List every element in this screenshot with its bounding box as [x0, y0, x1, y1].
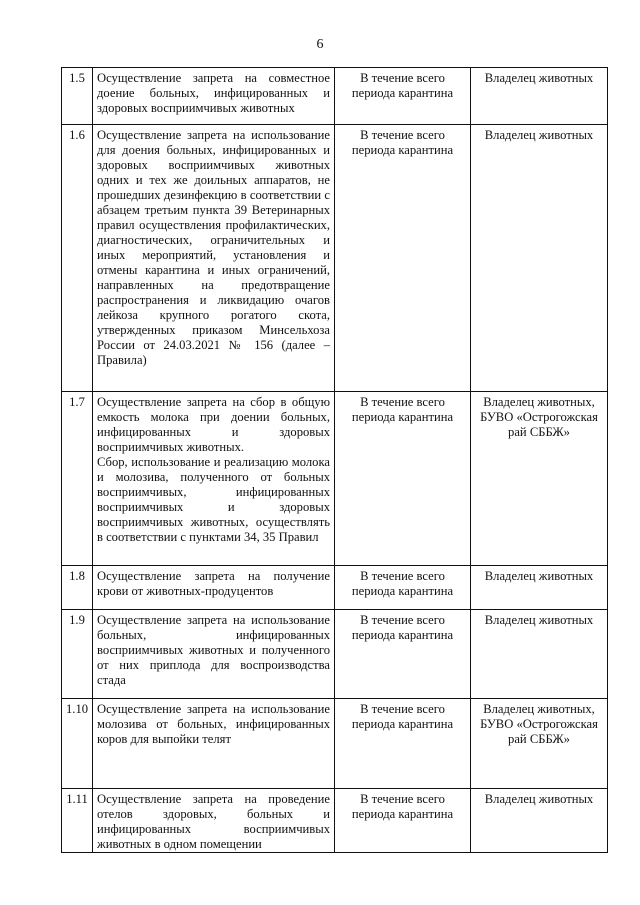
item-number: 1.6	[62, 125, 93, 392]
measure-description	[93, 68, 335, 125]
table-row	[62, 789, 608, 853]
measure-description	[93, 566, 335, 610]
measure-responsible: Владелец животных	[471, 125, 608, 392]
measure-term: В течение всего периода карантина	[335, 68, 471, 125]
measure-responsible: Владелец животных	[471, 789, 608, 853]
measure-description	[93, 789, 335, 853]
measure-description	[93, 125, 335, 392]
measure-term: В течение всего периода карантина	[335, 610, 471, 699]
measure-paragraph: Осуществление запрета на проведение отелов здоровых, больных и инфицированных восприимчивых животных в одном помещении	[97, 792, 330, 851]
table-row	[62, 699, 608, 789]
table-row	[62, 68, 608, 125]
table-row	[62, 610, 608, 699]
measure-term: В течение всего периода карантина	[335, 566, 471, 610]
measure-paragraph: Осуществление запрета на совместное доение больных, инфицированных и здоровых восприимчивых животных	[97, 71, 330, 115]
page-number: 6	[316, 37, 324, 52]
measure-description	[93, 392, 335, 566]
item-number: 1.10	[62, 699, 93, 789]
measure-paragraph: Осуществление запрета на использование для доения больных, инфицированных и здоровых восприимчивых животных одних и тех же доильных аппаратов, не прошедших дезинфекцию в соответствии с абзацем третьим пункта 39 Ветеринарных правил осуществления профилактических, диагностических, ограничительных и иных мероприятий, установления и отмены карантина и иных ограничений, направленных на предотвращение распространения и ликвидацию очагов лейкоза крупного рогатого скота, утвержденных приказом Минсельхоза России от 24.03.2021 № 156 (далее – Правила)	[97, 128, 330, 367]
measure-paragraph: Осуществление запрета на сбор в общую емкость молока при доении больных, инфицированных и здоровых восприимчивых животных.	[97, 395, 330, 454]
measure-description	[93, 610, 335, 699]
measure-responsible: Владелец животных	[471, 566, 608, 610]
item-number: 1.8	[62, 566, 93, 610]
table-row	[62, 125, 608, 392]
table-row	[62, 566, 608, 610]
measure-responsible: Владелец животных, БУВО «Острогожская рай СББЖ»	[471, 699, 608, 789]
measures-table	[61, 67, 608, 853]
measure-term: В течение всего периода карантина	[335, 125, 471, 392]
measure-paragraph: Сбор, использование и реализацию молока и молозива, полученного от больных восприимчивых, инфицированных восприимчивых и здоровых восприимчивых животных, осуществлять в соответствии с пунктами 34, 35 Правил	[97, 455, 330, 544]
measure-responsible: Владелец животных, БУВО «Острогожская рай СББЖ»	[471, 392, 608, 566]
measure-responsible: Владелец животных	[471, 68, 608, 125]
measure-paragraph: Осуществление запрета на получение крови от животных-продуцентов	[97, 569, 330, 598]
measure-paragraph: Осуществление запрета на использование молозива от больных, инфицированных коров для выпойки телят	[97, 702, 330, 746]
item-number: 1.11	[62, 789, 93, 853]
measure-term: В течение всего периода карантина	[335, 789, 471, 853]
item-number: 1.7	[62, 392, 93, 566]
table-row	[62, 392, 608, 566]
measure-description	[93, 699, 335, 789]
measure-term: В течение всего периода карантина	[335, 699, 471, 789]
item-number: 1.5	[62, 68, 93, 125]
measure-term: В течение всего периода карантина	[335, 392, 471, 566]
measure-responsible: Владелец животных	[471, 610, 608, 699]
measure-paragraph: Осуществление запрета на использование больных, инфицированных восприимчивых животных и полученного от них приплода для воспроизводства стада	[97, 613, 330, 687]
item-number: 1.9	[62, 610, 93, 699]
